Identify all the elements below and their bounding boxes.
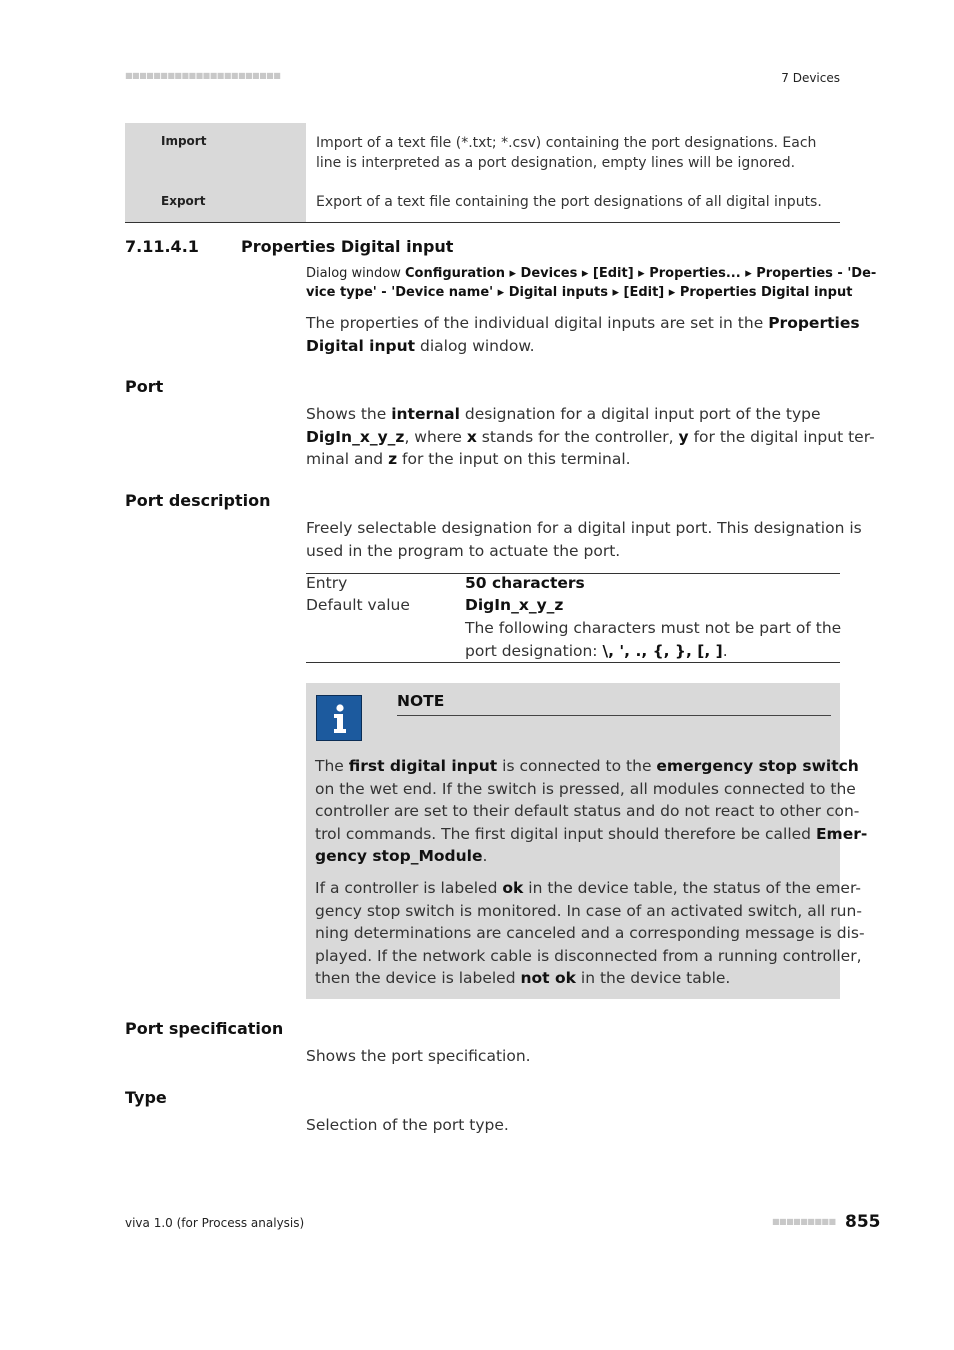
text: designation for a digital input port of the type bbox=[464, 405, 821, 423]
intro-bold: Digital input bbox=[306, 336, 416, 355]
bold: y bbox=[678, 427, 689, 446]
text: then the device is labeled bbox=[315, 969, 516, 987]
export-description: Export of a text file containing the port designations of all digital inputs. bbox=[316, 194, 822, 210]
bold: x bbox=[466, 427, 477, 446]
section-number: 7.11.4.1 bbox=[125, 237, 199, 256]
param-port-description-text bbox=[306, 517, 862, 562]
bold: ok bbox=[502, 879, 524, 897]
text: . bbox=[722, 641, 728, 660]
entry-value bbox=[465, 572, 585, 595]
bold: internal bbox=[391, 405, 460, 423]
page-number: 855 bbox=[845, 1212, 881, 1232]
text: is connected to the bbox=[502, 757, 652, 775]
intro-text: dialog window. bbox=[420, 336, 535, 355]
import-description: Import of a text file (*.txt; *.csv) containing the port designations. Each line is interpreted as a port designation, empty lines will be ignored. bbox=[316, 135, 817, 171]
text-line: controller are set to their default status and do not react to other con- bbox=[315, 802, 860, 820]
bold: Emer- bbox=[815, 824, 868, 843]
bold: first digital input bbox=[348, 757, 498, 775]
text-line: ning determinations are canceled and a corresponding message is dis- bbox=[315, 924, 865, 942]
text: stands for the controller, bbox=[481, 427, 674, 446]
footer-product: viva 1.0 (for Process analysis) bbox=[125, 1216, 305, 1230]
dialog-path bbox=[306, 264, 877, 302]
text-line: on the wet end. If the switch is pressed, all modules connected to the bbox=[315, 779, 856, 798]
text-line: gency stop switch is monitored. In case of an activated switch, all run- bbox=[315, 901, 862, 920]
bold: not ok bbox=[520, 969, 576, 987]
forbidden-characters-note bbox=[465, 617, 845, 662]
bold: 50 characters bbox=[465, 574, 585, 592]
info-glyph bbox=[317, 696, 361, 740]
path-prefix: Dialog window bbox=[306, 266, 401, 281]
param-port-text bbox=[306, 403, 875, 471]
section-title: Properties Digital input bbox=[241, 237, 454, 256]
note-paragraph-2 bbox=[315, 877, 865, 990]
forbidden-chars: \, ', ., {, }, [, ] bbox=[602, 641, 723, 660]
chapter-title: 7 Devices bbox=[781, 71, 840, 85]
note-box bbox=[306, 683, 868, 999]
bold: emergency stop switch bbox=[656, 757, 859, 775]
intro-text: The properties of the individual digital inputs are set in the bbox=[306, 314, 764, 332]
table-bottom-rule bbox=[125, 222, 840, 223]
param-port-specification-title: Port specification bbox=[125, 1019, 284, 1038]
note-paragraph-1 bbox=[315, 755, 868, 868]
text: Shows the bbox=[306, 405, 387, 423]
text: , where bbox=[404, 427, 462, 446]
text-line: Freely selectable designation for a digital input port. This designation is bbox=[306, 519, 862, 537]
text: for the digital input ter- bbox=[693, 427, 875, 446]
bold: DigIn_x_y_z bbox=[306, 427, 405, 446]
note-title-rule bbox=[397, 715, 831, 716]
table-label-column bbox=[125, 123, 306, 222]
default-label: Default value bbox=[306, 596, 410, 614]
header-decoration: ■■■■■■■■■■■■■■■■■■■■■■ bbox=[125, 71, 281, 80]
text: in the device table, the status of the emer- bbox=[528, 879, 861, 897]
param-type-text: Selection of the port type. bbox=[306, 1116, 509, 1134]
section-intro bbox=[306, 312, 860, 357]
info-icon bbox=[316, 695, 362, 741]
import-label: Import bbox=[161, 134, 207, 148]
entry-label: Entry bbox=[306, 574, 348, 592]
footer-decoration: ■■■■■■■■■ bbox=[772, 1217, 836, 1226]
param-port-title: Port bbox=[125, 377, 164, 396]
intro-bold: Properties bbox=[768, 314, 860, 332]
text: port designation: bbox=[465, 641, 598, 660]
default-value bbox=[465, 594, 563, 617]
text: trol commands. The first digital input should therefore be called bbox=[315, 824, 812, 843]
bold: z bbox=[388, 450, 398, 468]
param-port-description-title: Port description bbox=[125, 491, 271, 510]
param-type-title: Type bbox=[125, 1088, 167, 1107]
path-line-1: Configuration ▸ Devices ▸ [Edit] ▸ Properties... ▸ Properties - 'De- bbox=[405, 266, 877, 281]
text: for the input on this terminal. bbox=[402, 450, 631, 468]
bold: gency stop_Module bbox=[315, 847, 483, 865]
text-line: The following characters must not be part of the bbox=[465, 619, 842, 637]
export-label: Export bbox=[161, 194, 206, 208]
text: If a controller is labeled bbox=[315, 879, 498, 897]
param-port-specification-text: Shows the port specification. bbox=[306, 1047, 531, 1065]
bold: DigIn_x_y_z bbox=[465, 596, 564, 614]
spec-table-bottom-rule bbox=[306, 662, 840, 663]
text-line: played. If the network cable is disconnected from a running controller, bbox=[315, 946, 862, 965]
text: The bbox=[315, 757, 344, 775]
text-line: used in the program to actuate the port. bbox=[306, 541, 621, 560]
note-title: NOTE bbox=[397, 692, 445, 710]
text: in the device table. bbox=[580, 969, 731, 987]
text: minal and bbox=[306, 450, 384, 468]
path-line-2: vice type' - 'Device name' ▸ Digital inputs ▸ [Edit] ▸ Properties Digital input bbox=[306, 285, 853, 300]
text: . bbox=[482, 847, 488, 865]
